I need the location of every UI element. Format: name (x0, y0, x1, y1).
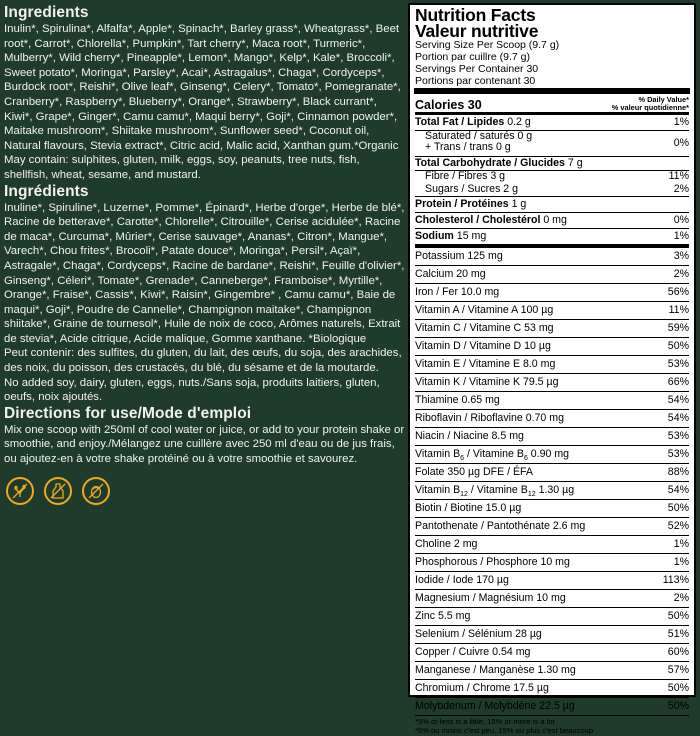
servings-per-container-en: Servings Per Container 30 (415, 63, 539, 75)
saturated-trans-row (415, 131, 689, 157)
cholesterol-amount: 0 mg (543, 213, 567, 226)
nutrient-dv: 50% (667, 501, 689, 514)
nutrient-dv: 59% (667, 321, 689, 334)
nutrient-label: Manganese / Manganèse 1.30 mg (415, 663, 576, 676)
nutrient-dv: 54% (667, 483, 689, 496)
nutrient-row (415, 428, 689, 446)
nutrient-label: Calcium 20 mg (415, 267, 486, 280)
saturated-label: Saturated / saturés 0 g (425, 130, 533, 142)
nutrient-dv: 57% (667, 663, 689, 676)
nutrient-row (415, 680, 689, 698)
protein-amount: 1 g (511, 197, 527, 210)
cholesterol-row (415, 213, 689, 229)
nutrient-label: Potassium 125 mg (415, 249, 503, 262)
ingredients-fr-text: Inuline*, Spiruline*, Luzerne*, Pomme*, Épinard*, Herbe d'orge*, Herbe de blé*, Racine de betterave*, Carotte*, Chlorelle*, Citrouille*, Cerise acidulée*, Racine de maca*, Curcuma*, Mûrier*, Cerise sauvage*, Ananas*, Citron*, Mangue*, Varech*, Chou frites*, Brocoli*, Patate douce*, Moringa*, Persil*, Açaï*, Astragale*, Chaga*, Cordyceps*, Racine de bardane*, Reishi*, Feuille d'olivier*, Ginseng*, Céleri*, Tomate*, Grenade*, Canneberge*, Framboise*, Myrtille*, Orange*, Fraise*, Cassis*, Kiwi*, Raisin*, Gingembre* , Camu camu*, Baie de maqui*, Goji*, Poudre de Cannelle*, Champignon maitake*, Champignon shiitake*, Graine de tournesol*, Huile de noix de coco, Arômes naturels, Extrait de stevia*, Acide citrique, Acide malique, Gomme xanthane. *Biologique (4, 201, 405, 345)
nutrient-label: Iron / Fer 10.0 mg (415, 285, 500, 298)
calories-row (415, 95, 689, 112)
footnote (415, 716, 689, 736)
nutrient-dv: 50% (667, 681, 689, 694)
carb-label: Total Carbohydrate / Glucides (415, 156, 565, 169)
ingredients-fr-title: Ingrédients (4, 182, 89, 200)
nutrition-facts-title: Nutrition Facts (415, 5, 536, 25)
dv-header-en: % Daily Value* (638, 95, 689, 104)
nutrient-row (415, 410, 689, 428)
calories-value: Calories 30 (415, 98, 482, 112)
nutrient-row (415, 662, 689, 680)
nutrient-row (415, 374, 689, 392)
nutrient-row (415, 392, 689, 410)
protein-row (415, 197, 689, 213)
carbohydrate-row (415, 157, 689, 171)
sugars-row (415, 183, 689, 197)
nutrient-label: Zinc 5.5 mg (415, 609, 471, 622)
serving-size-fr: Portion par cuillre (9.7 g) (415, 51, 530, 63)
fibre-label: Fibre / Fibres 3 g (425, 170, 506, 183)
nutrient-row (415, 482, 689, 500)
fibre-row (415, 171, 689, 183)
macros-table (415, 112, 689, 248)
nutrient-label: Selenium / Sélénium 28 µg (415, 627, 542, 640)
nutrient-label: Molybdenum / Molybdène 22.5 µg (415, 699, 575, 712)
nutrient-label: Pantothenate / Pantothénate 2.6 mg (415, 519, 586, 532)
sodium-label: Sodium (415, 229, 454, 242)
nutrient-row (415, 518, 689, 536)
nutrient-row (415, 356, 689, 374)
nutrient-row (415, 302, 689, 320)
vitamins-minerals-table (415, 248, 689, 716)
nutrient-row (415, 320, 689, 338)
fat-label: Total Fat / Lipides (415, 115, 505, 128)
allergen-icons (6, 477, 406, 505)
valeur-nutritive-title: Valeur nutritive (415, 21, 539, 41)
fat-amount: 0.2 g (507, 115, 531, 128)
nutrient-dv: 50% (667, 609, 689, 622)
may-contain-en: May contain: sulphites, gluten, milk, eggs, soy, peanuts, tree nuts, fish, shellfish, wheat, sesame, and mustard. (4, 154, 360, 181)
carb-amount: 7 g (567, 156, 583, 169)
nutrient-dv: 66% (667, 375, 689, 388)
cholesterol-label: Cholesterol / Cholestérol (415, 213, 541, 226)
trans-label: + Trans / trans 0 g (425, 141, 511, 154)
nutrient-label: Phosphorous / Phosphore 10 mg (415, 555, 570, 568)
nutrient-dv: 1% (673, 537, 689, 550)
nutrient-label: Vitamin $B_{12}$ / Vitamine $B_{12}$ 1.30 µg (415, 483, 575, 498)
sugars-label: Sugars / Sucres 2 g (425, 182, 519, 195)
nutrient-row (415, 536, 689, 554)
nutrient-dv: 2% (673, 267, 689, 280)
nutrient-dv: 56% (667, 285, 689, 298)
nutrient-row (415, 698, 689, 716)
thick-divider (414, 88, 690, 94)
nutrient-dv: 53% (667, 447, 689, 460)
nutrient-dv: 54% (667, 411, 689, 424)
nutrient-dv: 60% (667, 645, 689, 658)
nutrient-dv: 50% (667, 339, 689, 352)
nutrient-label: Vitamin A / Vitamine A 100 µg (415, 303, 554, 316)
nutrient-label: Riboflavin / Riboflavine 0.70 mg (415, 411, 564, 424)
nutrient-dv: 88% (667, 465, 689, 478)
nutrient-row (415, 284, 689, 302)
nutrient-dv: 52% (667, 519, 689, 532)
nutrient-row (415, 248, 689, 266)
nutrient-label: Vitamin E / Vitamine E 8.0 mg (415, 357, 556, 370)
nutrient-row (415, 554, 689, 572)
serving-size-en: Serving Size Per Scoop (9.7 g) (415, 39, 560, 51)
servings-per-container-fr: Portions par contenant 30 (415, 75, 536, 87)
directions-title: Directions for use/Mode d'emploi (4, 404, 252, 422)
sodium-row (415, 229, 689, 248)
nutrient-dv: 53% (667, 429, 689, 442)
protein-label: Protein / Protéines (415, 197, 509, 210)
sodium-amount: 15 mg (456, 229, 487, 242)
daily-value-header (612, 96, 689, 112)
nutrient-row (415, 500, 689, 518)
directions-text: Mix one scoop with 250ml of cool water or juice, or add to your protein shake or smoothie, and enjoy./Mélangez une cuillère avec 250 ml d'eau ou de jus frais, ou ajoutez-en à votre shake protéiné ou à votre smoothie et savourez. (4, 423, 405, 466)
nutrient-label: Vitamin $B_6$ / Vitamine $B_6$ 0.90 mg (415, 447, 570, 462)
sat-trans-dv: 0% (673, 136, 689, 149)
no-nut-icon (82, 477, 110, 505)
nutrient-label: Vitamin K / Vitamine K 79.5 µg (415, 375, 559, 388)
nutrient-row (415, 338, 689, 356)
fibre-dv: 11% (668, 170, 689, 183)
dv-header-fr: % valeur quotidienne* (611, 103, 689, 112)
nutrient-dv: 54% (667, 393, 689, 406)
sugars-dv: 2% (673, 182, 689, 195)
nutrient-label: Choline 2 mg (415, 537, 478, 550)
ingredients-en-text: Inulin*, Spirulina*, Alfalfa*, Apple*, Spinach*, Barley grass*, Wheatgrass*, Beet root*, Carrot*, Chlorella*, Pumpkin*, Tart cherry*, Maca root*, Turmeric*, Mulberry*, Wild cherry*, Pineapple*, Lemon*, Mango*, Kelp*, Kale*, Broccoli*, Sweet potato*, Moringa*, Parsley*, Acai*, Astragalus*, Chaga*, Cordyceps*, Burdock root*, Reishi*, Olive leaf*, Ginseng*, Celery*, Tomato*, Pomegranate*, Cranberry*, Raspberry*, Blueberry*, Orange*, Strawberry*, Black currant*, Kiwi*, Grape*, Ginger*, Camu camu*, Maqui berry*, Goji*, Cinnamon powder*, Maitake mushroom*, Shiitake mushroom*, Sunflower seed*, Coconut oil, Natural flavours, Stevia extract*, Citric acid, Malic acid, Xanthan gum.*Organic (4, 23, 401, 152)
nutrient-label: Iodide / Iode 170 µg (415, 573, 509, 586)
nutrient-dv: 2% (673, 591, 689, 604)
sodium-dv: 1% (673, 229, 689, 242)
nutrient-label: Thiamine 0.65 mg (415, 393, 500, 406)
may-contain-fr: Peut contenir: des sulfites, du gluten, du lait, des œufs, du soja, des arachides, des noix, du poisson, des crustacés, du blé, du sésame et de la moutarde. (4, 347, 402, 375)
no-added-statement: No added soy, dairy, gluten, eggs, nuts./Sans soja, produits laitiers, gluten, oeufs, noix ajoutés. (4, 376, 380, 404)
cholesterol-dv: 0% (673, 213, 689, 226)
nutrient-dv: 53% (667, 357, 689, 370)
nutrient-row (415, 572, 689, 590)
nutrient-label: Biotin / Biotine 15.0 µg (415, 501, 522, 514)
fat-dv: 1% (673, 115, 689, 128)
ingredients-en-title: Ingredients (4, 4, 89, 21)
total-fat-row (415, 115, 689, 131)
ingredients-column (4, 4, 406, 696)
no-soy-icon (6, 477, 34, 505)
nutrient-row (415, 464, 689, 482)
nutrient-label: Vitamin D / Vitamine D 10 µg (415, 339, 551, 352)
nutrient-dv: 1% (673, 555, 689, 568)
nutrient-label: Copper / Cuivre 0.54 mg (415, 645, 531, 658)
footnote-fr: *5% ou moins c'est peu, 15% ou plus c'est beaucoup (415, 725, 594, 735)
nutrient-dv: 113% (662, 573, 689, 586)
nutrition-facts-panel (408, 3, 696, 735)
nutrient-row (415, 266, 689, 284)
nutrient-label: Chromium / Chrome 17.5 µg (415, 681, 549, 694)
nutrient-row (415, 446, 689, 464)
nutrient-row (415, 644, 689, 662)
nutrient-row (415, 608, 689, 626)
nutrient-label: Niacin / Niacine 8.5 mg (415, 429, 524, 442)
footnote-en: *5% or less is a little, 15% or more is a lot (415, 717, 555, 726)
nutrient-row (415, 590, 689, 608)
nutrient-dv: 11% (668, 303, 689, 316)
nutrient-label: Magnesium / Magnésium 10 mg (415, 591, 566, 604)
nutrient-dv: 3% (673, 249, 689, 262)
nutrient-label: Vitamin C / Vitamine C 53 mg (415, 321, 554, 334)
nutrient-dv: 51% (667, 627, 689, 640)
nutrient-dv: 50% (667, 699, 689, 712)
no-dairy-icon (44, 477, 72, 505)
nutrient-row (415, 626, 689, 644)
nutrient-label: Folate 350 µg DFE / ÉFA (415, 465, 533, 478)
